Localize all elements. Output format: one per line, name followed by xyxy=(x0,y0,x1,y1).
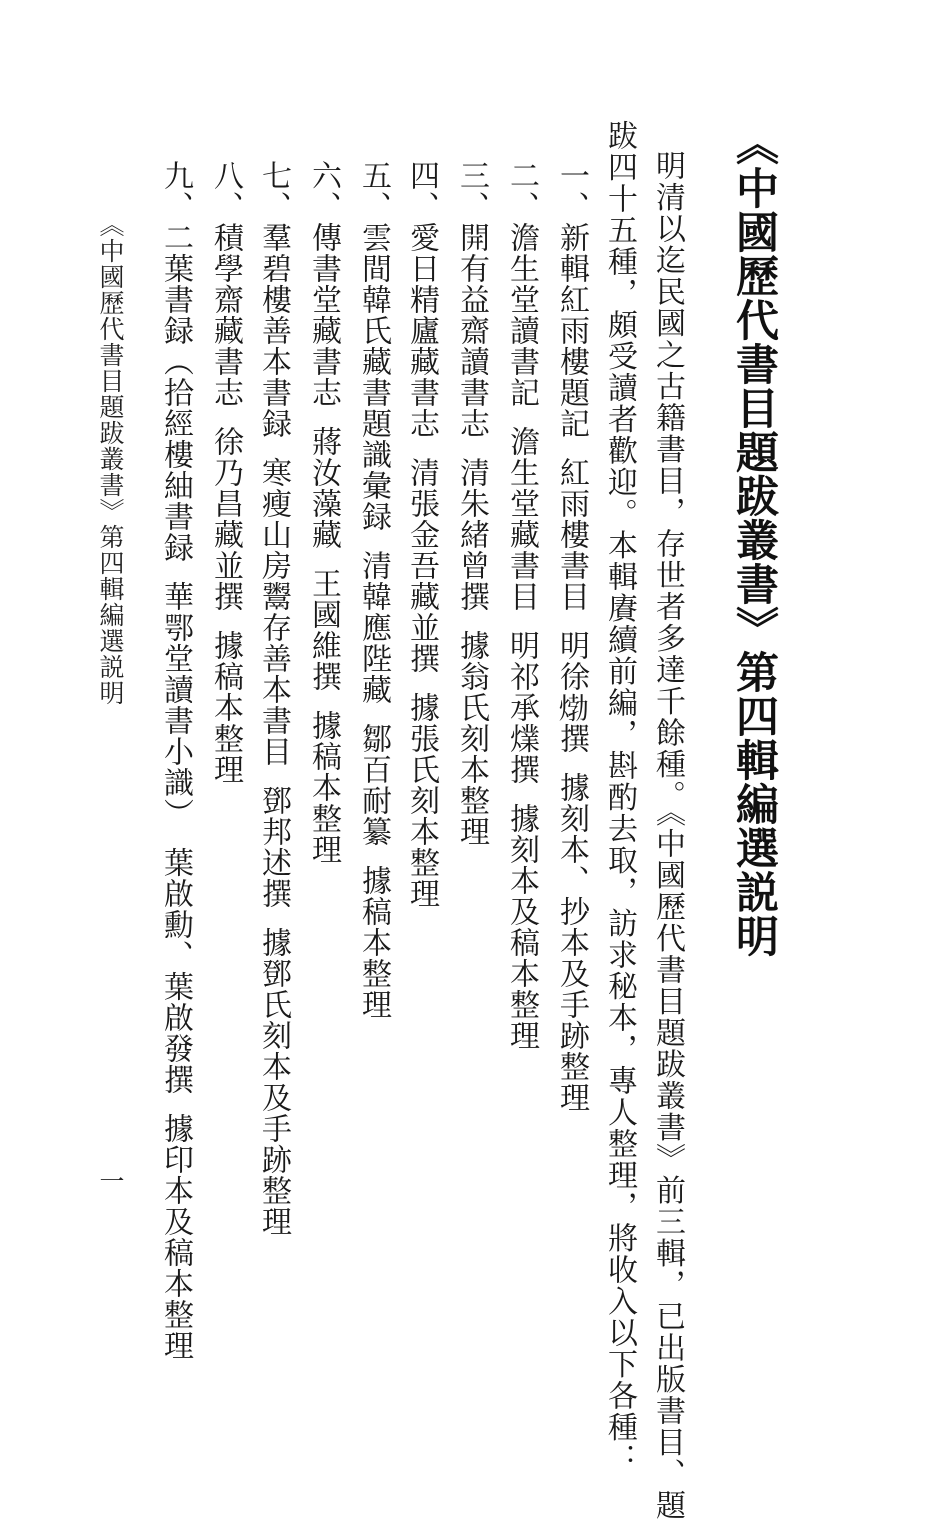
entry-part: 清朱緒曾撰 xyxy=(454,457,489,612)
list-item xyxy=(356,160,391,1020)
entry-title: 積學齋藏書志 xyxy=(208,222,243,408)
entry-number: 八、 xyxy=(208,160,243,222)
page-title: 《中國歷代書目題跋叢書》第四輯編選説明 xyxy=(729,122,779,958)
entry-title: 雲間韓氏藏書題識彙録 xyxy=(356,222,391,532)
list-item xyxy=(158,160,193,1361)
list-item xyxy=(454,160,489,847)
entry-part: 澹生堂藏書目 xyxy=(504,426,539,612)
entry-part: 據刻本、抄本及手跡整理 xyxy=(554,772,589,1113)
entry-title: 羣碧樓善本書録 xyxy=(256,222,291,439)
intro-line-1: 明清以迄民國之古籍書目，存世者多達千餘種。《中國歷代書目題跋叢書》前三輯，已出版書目、題 xyxy=(650,150,685,1521)
entry-part: 鄧邦述撰 xyxy=(256,785,291,909)
entry-title: 二葉書録（拾經樓紬書録 xyxy=(158,222,193,563)
entry-part: 蔣汝藻藏 xyxy=(306,426,341,550)
entry-part: 據刻本及稿本整理 xyxy=(504,803,539,1051)
entry-number: 三、 xyxy=(454,160,489,222)
running-title: 《中國歷代書目題跋叢書》第四輯編選説明 xyxy=(96,212,125,706)
entry-part: 據翁氏刻本整理 xyxy=(454,630,489,847)
entry-title: 新輯紅雨樓題記 xyxy=(554,222,589,439)
list-item xyxy=(208,160,243,785)
entry-number: 二、 xyxy=(504,160,539,222)
entry-number: 七、 xyxy=(256,160,291,222)
list-item xyxy=(306,160,341,865)
entry-part: 據稿本整理 xyxy=(208,630,243,785)
entry-part: 葉啟勳、葉啟發撰 xyxy=(158,847,193,1095)
entry-number: 九、 xyxy=(158,160,193,222)
entry-part: 明徐𤊹撰 xyxy=(554,630,589,754)
list-item xyxy=(554,160,589,1113)
intro-line-2: 跋四十五種，頗受讀者歡迎。本輯賡續前編，斟酌去取，訪求秘本，專人整理，將收入以下各種： xyxy=(602,120,637,1475)
entry-title: 傳書堂藏書志 xyxy=(306,222,341,408)
entry-part: 徐乃昌藏並撰 xyxy=(208,426,243,612)
entry-title: 愛日精廬藏書志 xyxy=(404,222,439,439)
entry-part: 紅雨樓書目 xyxy=(554,457,589,612)
list-item xyxy=(404,160,439,909)
entry-part: 據張氏刻本整理 xyxy=(404,692,439,909)
list-item xyxy=(256,160,291,1237)
entry-part: 華鄂堂讀書小識） xyxy=(158,581,193,829)
entry-number: 五、 xyxy=(356,160,391,222)
entry-part: 據稿本整理 xyxy=(306,710,341,865)
entry-part: 據印本及稿本整理 xyxy=(158,1113,193,1361)
entry-part: 明祁承㸁撰 xyxy=(504,630,539,785)
list-item xyxy=(504,160,539,1051)
entry-part: 清韓應陛藏 xyxy=(356,550,391,705)
page-number: 一 xyxy=(96,1168,125,1193)
entry-part: 王國維撰 xyxy=(306,568,341,692)
entry-number: 四、 xyxy=(404,160,439,222)
entry-title: 澹生堂讀書記 xyxy=(504,222,539,408)
entry-number: 一、 xyxy=(554,160,589,222)
entry-part: 據稿本整理 xyxy=(356,865,391,1020)
entry-part: 據鄧氏刻本及手跡整理 xyxy=(256,927,291,1237)
entry-number: 六、 xyxy=(306,160,341,222)
entry-title: 開有益齋讀書志 xyxy=(454,222,489,439)
entry-part: 鄒百耐纂 xyxy=(356,723,391,847)
entry-part: 寒瘦山房鬻存善本書目 xyxy=(256,457,291,767)
entry-part: 清張金吾藏並撰 xyxy=(404,457,439,674)
